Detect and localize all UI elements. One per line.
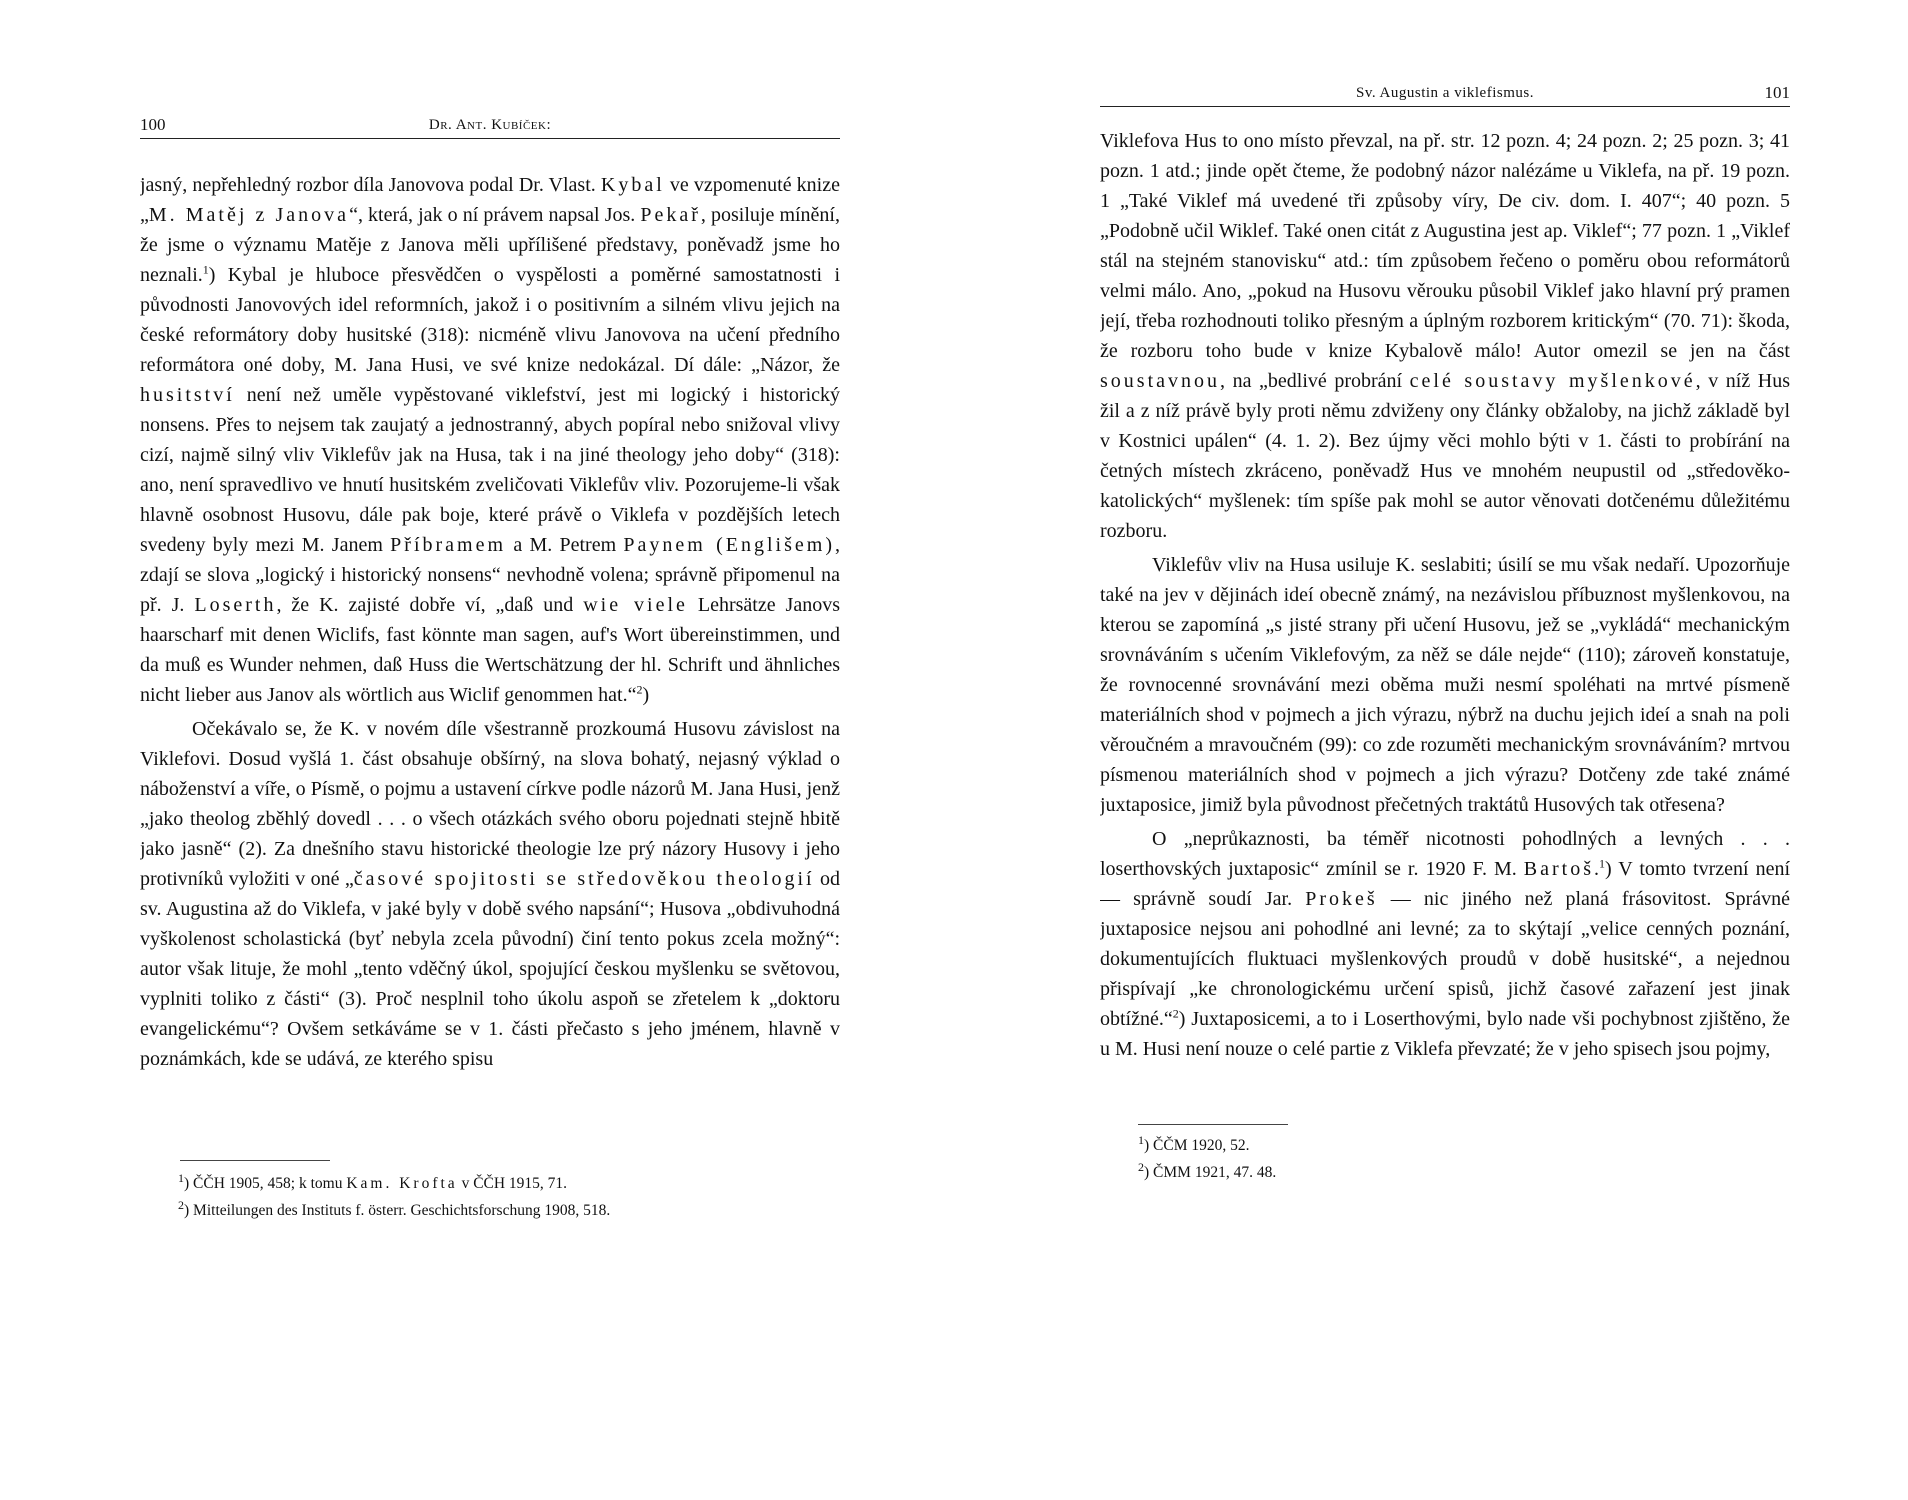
text-run: ) bbox=[642, 684, 650, 706]
paragraph bbox=[1100, 550, 1790, 820]
text-run: ČČH 1905, 458; k tomu bbox=[193, 1175, 347, 1192]
text-run: ve vzpomenuté knize „ bbox=[140, 174, 840, 226]
text-run: Viklefova Hus to ono místo převzal, na př. str. 12 pozn. 4; 24 pozn. 2; 25 pozn. 3; 41 pozn. 1 atd.; jinde opět čteme, že podobný názor nalézáme u Viklefa, na př. 19 pozn. 1 „Také Viklef má uvedené tři způsoby víry, De civ. dom. I. 407“; 40 pozn. 5 „Podobně učil Wiklef. Také onen citát z Augustina jest ap. Viklef“; 77 pozn. 1 „Viklef stál na stejném stanovisku“ atd.: tím způsobem řečeno o poměru obou reformátorů velmi málo. Ano, „pokud na Husovu věrouku působil Viklef jako hlavní prý pramen její, třeba rozhodnouti toliko přesným a úplným rozborem kritickým“ (70. 71): škoda, že rozboru toho bude v knize Kybalově málo! Autor omezil se jen na část bbox=[1100, 130, 1790, 362]
left-page-number: 100 bbox=[140, 115, 166, 134]
right-page-number: 101 bbox=[1764, 83, 1790, 102]
right-footnote-rule bbox=[1138, 1124, 1288, 1125]
text-run: Viklefův vliv na Husa usiluje K. seslabiti; úsilí se mu však nedaří. Upozorňuje také na jev v dějinách ideí obecně známý, na nezávislou příbuznost myšlenkovou, na kterou se zapomíná „s jisté strany při učení Husovu, jež se „vykládá“ mechanickým srovnáváním s učením Viklefovým, za něž se dále nejde“ (110); zároveň konstatuje, že rovnocenné srovnávání mezi oběma muži nesmí spoléhati na mrtvé písmeně materiálních shod v pojmech a jich výrazu, nýbrž na duchu jejich ideí a snah na poli věroučném a mravoučném (99): co zde rozuměti mechanickým srovnáváním? mrtvou písmenou materiálních shod v pojmech a jich výrazu? Dotčeny zde také známé juxtaposice, jimiž byla původnost přečetných traktátů Husových tak otřesena? bbox=[1100, 554, 1790, 816]
footnote-mark: 1 bbox=[1138, 1132, 1144, 1147]
text-run: , na „bedlivé probrání bbox=[1220, 370, 1410, 392]
spaced-emphasis: časové spojitosti se středověkou theologií bbox=[353, 868, 815, 890]
paragraph bbox=[1100, 824, 1790, 1064]
footnote bbox=[178, 1197, 780, 1224]
text-run: , zdají se slova „logický i historický nonsens“ nevhodně volena; správně připomenul na př. J. bbox=[140, 534, 840, 616]
text-run: , v níž Hus žil a z níž právě byly proti němu zdviženy ony články obžaloby, na jichž základě byl v Kostnici upálen“ (4. 1. 2). Bez újmy věci mohlo býti v 1. části to probírání na četných místech zkráceno, poněvadž Hus ve mnohém neupustil od „středověko-katolických“ myšlenek: tím spíše pak mohl se autor věnovati dotčenému důležitému rozboru. bbox=[1100, 370, 1790, 542]
left-running-title: Dr. Ant. Kubíček: bbox=[428, 117, 552, 133]
footnote-ref: 2 bbox=[636, 682, 643, 697]
paragraph bbox=[140, 170, 840, 710]
left-running-head bbox=[140, 108, 840, 139]
text-run: Lehrsätze Janovs haarscharf mit denen Wiclifs, fast könnte man sagen, auf's Wort übereinstimmen, und da muß es Wunder nehmen, daß Huss die Wertschätzung der hl. Schrift und ähnliches nicht lieber aus Janov als wörtlich aus Wiclif genommen hat.“ bbox=[140, 594, 840, 706]
spaced-emphasis: Bartoš bbox=[1523, 858, 1594, 880]
text-run: a M. Petrem bbox=[506, 534, 624, 556]
text-run: není než uměle vypěstované viklefství, jest mi logický i historický nonsens. Přes to nejsem tak zaujatý a jednostranný, abych popíral nebo snižoval vlivy cizí, najmě silný vliv Viklefův jak na Husa, tak i na jiné theology jeho doby“ (318): ano, není spravedlivo ve hnutí husitském zveličovati Viklefův vliv. Pozorujeme-li však hlavně osobnost Husovu, dále pak boje, které právě o Viklefa v pozdějších letech svedeny byly mezi M. Janem bbox=[140, 384, 840, 556]
text-run: jasný, nepřehledný rozbor díla Janovova podal Dr. Vlast. bbox=[140, 174, 601, 196]
spaced-emphasis: Kybal bbox=[600, 174, 665, 196]
footnote-paren: ) bbox=[1144, 1164, 1154, 1181]
text-run: . bbox=[1594, 858, 1599, 880]
spaced-emphasis: Příbramem bbox=[390, 534, 507, 556]
footnote bbox=[1138, 1132, 1730, 1159]
spaced-emphasis: husitství bbox=[140, 384, 235, 406]
left-body-text bbox=[140, 170, 840, 1074]
footnote-paren: ) bbox=[184, 1175, 194, 1192]
text-run: v ČČH 1915, 71. bbox=[457, 1175, 568, 1192]
footnote-mark: 2 bbox=[1138, 1159, 1144, 1174]
footnote-paren: ) bbox=[184, 1202, 194, 1219]
spaced-emphasis: Kam. Krofta bbox=[346, 1175, 458, 1192]
text-run: od sv. Augustina až do Viklefa, v jaké byly v době svého napsání“; Husova „obdivuhodná vyškolenost scholastická (byť nebyla zcela původní) činí tento pokus zcela možný“: autor však lituje, že mohl „tento vděčný úkol, spojující českou myšlenku se světovou, vyplniti toliko z části“ (3). Proč nesplnil toho úkolu aspoň se zřetelem k „doktoru evangelickému“? Ovšem setkáváme se v 1. části přečasto s jeho jménem, hlavně v poznámkách, kde se udává, ze kterého spisu bbox=[140, 868, 840, 1070]
spaced-emphasis: Pekař bbox=[640, 204, 701, 226]
text-run: ) V tomto tvrzení není — správně soudí Jar. bbox=[1100, 858, 1790, 910]
right-body-text bbox=[1100, 126, 1790, 1064]
text-run: ČMM 1921, 47. 48. bbox=[1153, 1164, 1277, 1181]
spaced-emphasis: soustavnou bbox=[1100, 370, 1220, 392]
paragraph bbox=[1100, 126, 1790, 546]
text-run: , že K. zajisté dobře ví, „daß und bbox=[276, 594, 584, 616]
left-page bbox=[140, 0, 840, 1500]
footnote-ref: 1 bbox=[202, 262, 209, 277]
text-run: Mitteilungen des Instituts f. österr. Geschichtsforschung 1908, 518. bbox=[193, 1202, 611, 1219]
footnote-ref: 2 bbox=[1172, 1006, 1179, 1021]
footnote-ref: 1 bbox=[1599, 856, 1605, 871]
text-run: — nic jiného než planá frásovitost. Správné juxtaposice nejsou ani pohodlné ani levné; za to skýtají „velice cenných poznání, dokumentujících fluktuaci myšlenkových proudů v době husitské“, a nejednou přispívají „ke chronologickému určení spisů, jichž časové zařazení jest jinak obtížné.“ bbox=[1100, 888, 1790, 1030]
text-run: , posiluje mínění, že jsme o významu Matěje z Janova měli upřílišené představy, poněvadž jsme ho neznali. bbox=[140, 204, 840, 286]
spaced-emphasis: wie viele bbox=[583, 594, 688, 616]
text-run: O „neprůkaznosti, ba téměř nicotnosti pohodlných a levných . . . loserthovských juxtaposic“ zmínil se r. 1920 F. M. bbox=[1100, 828, 1790, 880]
spaced-emphasis: Loserth bbox=[194, 594, 277, 616]
footnote bbox=[1138, 1159, 1730, 1186]
footnote bbox=[178, 1170, 780, 1197]
paragraph bbox=[140, 714, 840, 1074]
text-run: “, která, jak o ní právem napsal Jos. bbox=[349, 204, 641, 226]
left-footnote-rule bbox=[180, 1160, 330, 1161]
footnote-mark: 1 bbox=[178, 1170, 184, 1185]
right-running-title: Sv. Augustin a viklefismus. bbox=[1356, 85, 1534, 101]
right-running-head bbox=[1100, 76, 1790, 107]
left-footnotes bbox=[178, 1170, 780, 1224]
right-footnotes bbox=[1138, 1132, 1730, 1186]
spaced-emphasis: M. Matěj z Janova bbox=[148, 204, 350, 226]
spaced-emphasis: celé soustavy myšlenkové bbox=[1409, 370, 1696, 392]
spaced-emphasis: Paynem (Englišem) bbox=[623, 534, 835, 556]
text-run: ) Juxtaposicemi, a to i Loserthovými, bylo nade vši pochybnost zjištěno, že u M. Husi není nouze o celé partie z Viklefa převzaté; že v jeho spisech jsou pojmy, bbox=[1100, 1008, 1790, 1060]
spaced-emphasis: Prokeš bbox=[1305, 888, 1378, 910]
right-page bbox=[1100, 0, 1790, 1500]
footnote-paren: ) bbox=[1144, 1137, 1154, 1154]
footnote-mark: 2 bbox=[178, 1197, 184, 1212]
text-run: ČČM 1920, 52. bbox=[1153, 1137, 1250, 1154]
text-run: Očekávalo se, že K. v novém díle všestranně prozkoumá Husovu závislost na Viklefovi. Dosud vyšlá 1. část obsahuje obšírný, na slova bohatý, nejasný výklad o náboženství a víře, o Písmě, o pojmu a ustavení církve podle názorů M. Jana Husi, jenž „jako theolog zběhlý dovedl . . . o všech otázkách svého oboru pojednati stejně hbitě jako jasně“ (2). Za dnešního stavu historické theologie lze prý názory Husovy i jeho protivníků vyložiti v oné „ bbox=[140, 718, 840, 890]
text-run: ) Kybal je hluboce přesvědčen o vyspělosti a poměrné samostatnosti i původnosti Janovových idel reformních, jakož i o positivním a silném vlivu jejich na české reformátory doby husitské (318): nicméně vlivu Janovova na učení předního reformátora oné doby, M. Jana Husi, ve své knize nedokázal. Dí dále: „Názor, že bbox=[140, 264, 840, 376]
